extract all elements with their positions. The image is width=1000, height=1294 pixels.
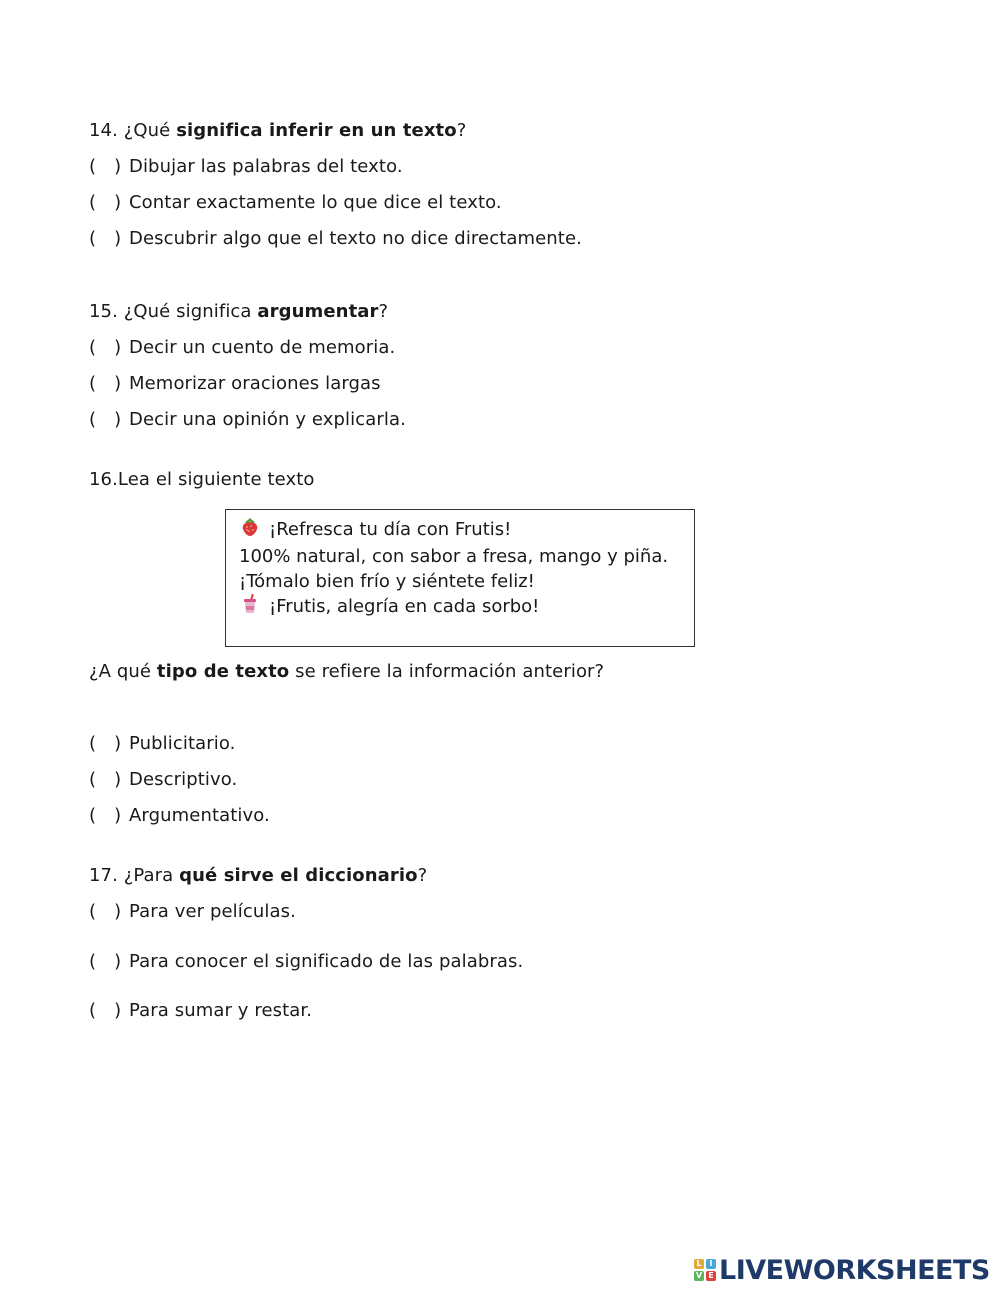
option-label: Para ver películas.	[129, 901, 296, 922]
paren-open: (	[89, 192, 97, 213]
paren-close: )	[114, 228, 122, 249]
option-label: Memorizar oraciones largas	[129, 373, 381, 394]
paren-close: )	[114, 951, 122, 972]
paren-open: (	[89, 951, 97, 972]
q14-option-2[interactable]	[89, 192, 502, 214]
question-15-prefix: 15. ¿Qué significa	[89, 301, 258, 322]
ad-line-4	[239, 594, 694, 621]
question-14-bold: significa inferir en un texto	[176, 120, 457, 141]
question-17-prefix: 17. ¿Para	[89, 865, 180, 886]
question-16-bold: tipo de texto	[156, 661, 290, 682]
paren-close: )	[114, 156, 122, 177]
option-label: Publicitario.	[129, 733, 236, 754]
question-15-suffix: ?	[378, 301, 389, 322]
option-label: Contar exactamente lo que dice el texto.	[129, 192, 502, 213]
question-15	[89, 301, 388, 323]
paren-open: (	[89, 769, 97, 790]
advertisement-box	[225, 509, 695, 647]
paren-open: (	[89, 1000, 97, 1021]
question-17-bold: qué sirve el diccionario	[179, 865, 418, 886]
liveworksheets-logo[interactable]	[694, 1255, 990, 1285]
ad-slogan: ¡Frutis, alegría en cada sorbo!	[269, 596, 540, 617]
q15-option-3[interactable]	[89, 409, 406, 431]
option-label: Para sumar y restar.	[129, 1000, 313, 1021]
question-14	[89, 120, 466, 142]
q14-option-1[interactable]	[89, 156, 403, 178]
q17-option-1[interactable]	[89, 901, 296, 923]
paren-close: )	[114, 409, 122, 430]
q16-option-2[interactable]	[89, 769, 237, 791]
paren-open: (	[89, 733, 97, 754]
paren-open: (	[89, 156, 97, 177]
question-16-intro: 16.Lea el siguiente texto	[89, 469, 315, 490]
question-14-prefix: 14. ¿Qué	[89, 120, 177, 141]
paren-close: )	[114, 805, 122, 826]
paren-close: )	[114, 337, 122, 358]
logo-mark-letter: V	[695, 1271, 703, 1280]
paren-close: )	[114, 1000, 122, 1021]
paren-close: )	[114, 901, 122, 922]
paren-close: )	[114, 373, 122, 394]
q14-option-3[interactable]	[89, 228, 582, 250]
logo-mark-letter: L	[694, 1259, 704, 1269]
q17-option-3[interactable]	[89, 1000, 312, 1022]
drink-cup-icon	[239, 594, 261, 621]
paren-close: )	[114, 769, 122, 790]
q17-option-2[interactable]	[89, 951, 523, 973]
q15-option-2[interactable]	[89, 373, 381, 395]
question-15-bold: argumentar	[257, 301, 379, 322]
paren-open: (	[89, 409, 97, 430]
ad-line-1	[239, 517, 694, 544]
ad-line-3: ¡Tómalo bien frío y siéntete feliz!	[239, 571, 535, 592]
paren-open: (	[89, 901, 97, 922]
question-14-suffix: ?	[456, 120, 467, 141]
q16-option-3[interactable]	[89, 805, 270, 827]
option-label: Descubrir algo que el texto no dice directamente.	[129, 228, 582, 249]
question-16-suffix: se refiere la información anterior?	[289, 661, 605, 682]
paren-close: )	[114, 733, 122, 754]
q16-option-1[interactable]	[89, 733, 235, 755]
logo-text: LIVEWORKSHEETS	[719, 1254, 990, 1286]
option-label: Argumentativo.	[129, 805, 270, 826]
strawberry-icon	[239, 517, 261, 544]
paren-open: (	[89, 228, 97, 249]
ad-line-2: 100% natural, con sabor a fresa, mango y piña.	[239, 546, 669, 567]
option-label: Descriptivo.	[129, 769, 238, 790]
question-17-suffix: ?	[417, 865, 428, 886]
question-16	[89, 661, 604, 683]
logo-mark-letter: E	[706, 1271, 716, 1281]
option-label: Decir un cuento de memoria.	[129, 337, 396, 358]
ad-headline: ¡Refresca tu día con Frutis!	[269, 519, 512, 540]
option-label: Dibujar las palabras del texto.	[129, 156, 403, 177]
logo-mark-icon	[694, 1259, 716, 1281]
paren-open: (	[89, 337, 97, 358]
paren-close: )	[114, 192, 122, 213]
option-label: Para conocer el significado de las palabras.	[129, 951, 524, 972]
paren-open: (	[89, 373, 97, 394]
logo-mark-letter: I	[706, 1259, 716, 1269]
paren-open: (	[89, 805, 97, 826]
option-label: Decir una opinión y explicarla.	[129, 409, 406, 430]
question-17	[89, 865, 427, 887]
q15-option-1[interactable]	[89, 337, 395, 359]
question-16-prefix: ¿A qué	[89, 661, 157, 682]
